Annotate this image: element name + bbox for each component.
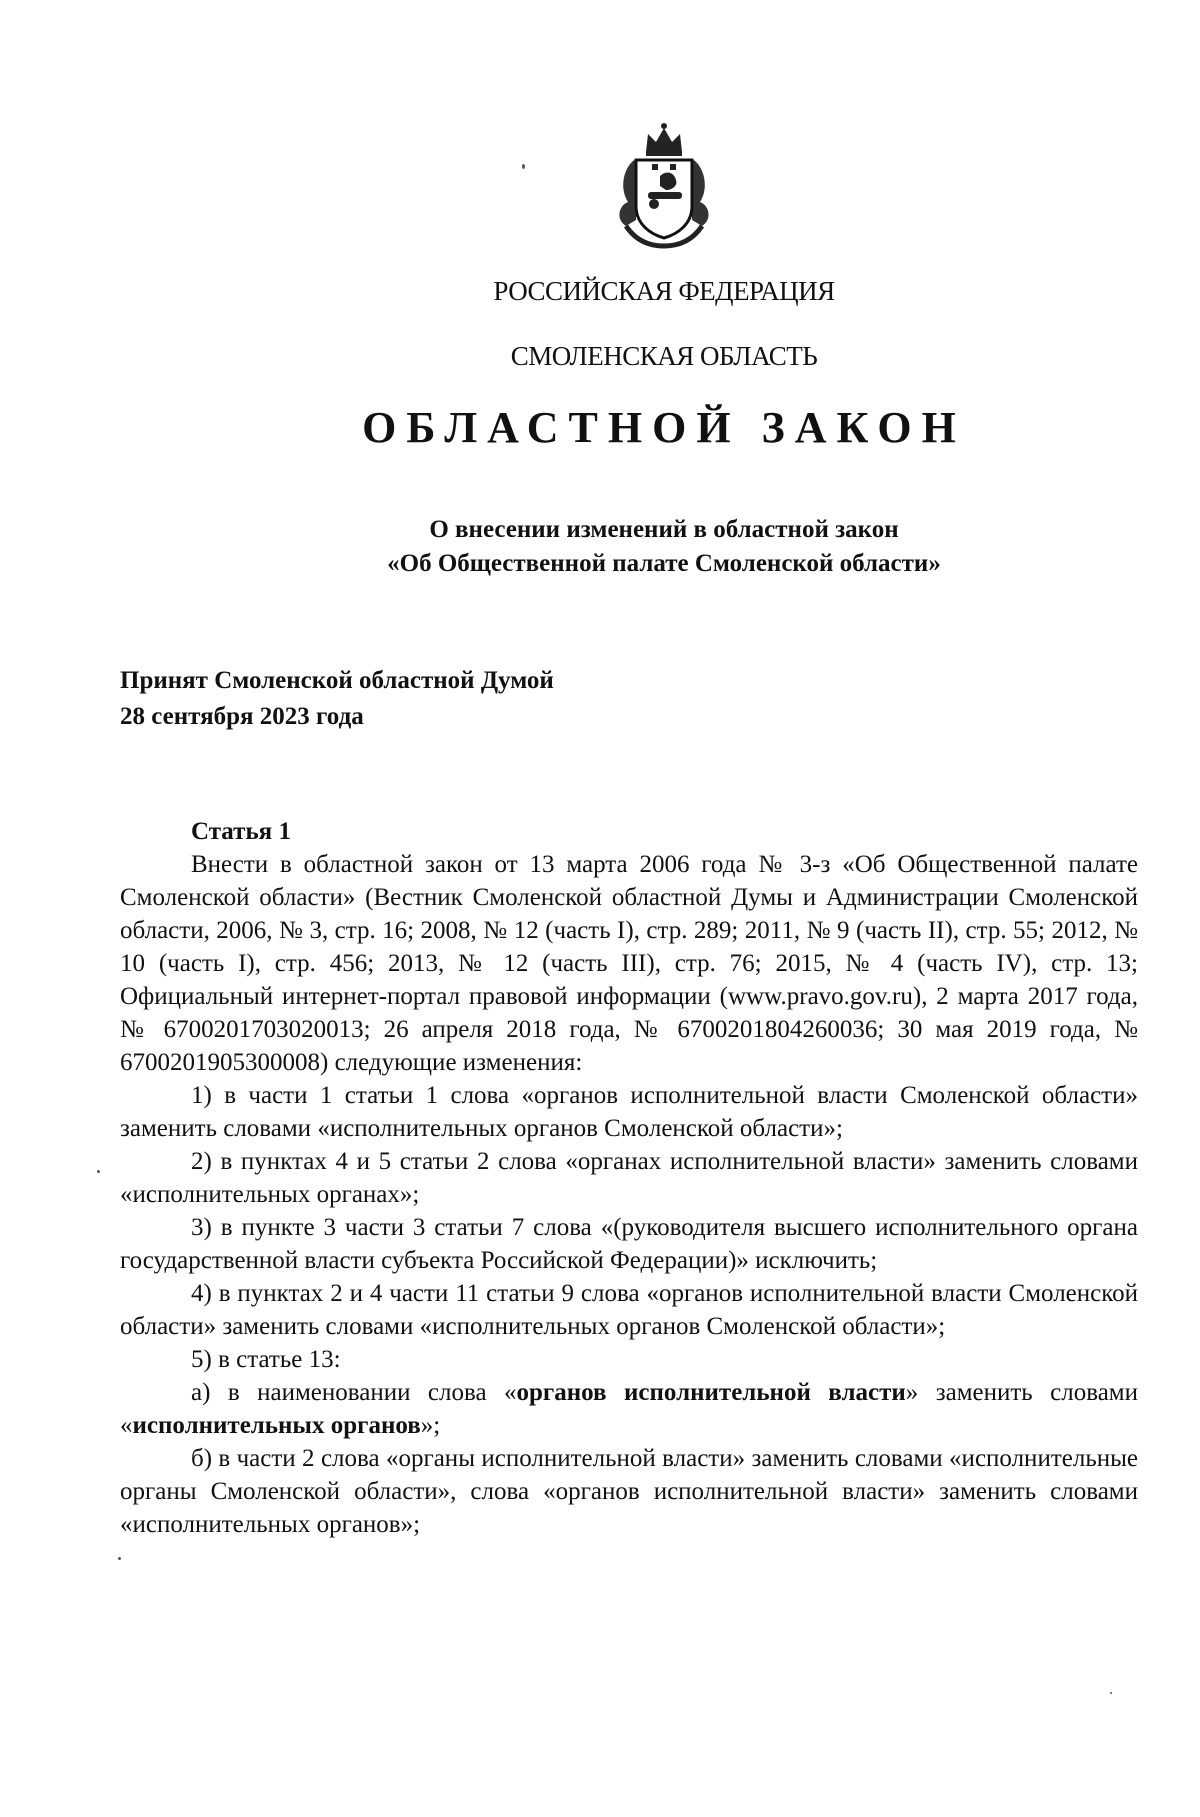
region-heading: СМОЛЕНСКАЯ ОБЛАСТЬ: [510, 341, 818, 371]
article-intro: Внести в областной закон от 13 марта 2006 года № 3-з «Об Общественной палате Смоленской области» (Вестник Смоленской областной Думы и Администрации Смоленской области, 2006, № 3, стр. 16; 2008, № 12 (часть I), стр. 289; 2011, № 9 (часть II), стр. 55; 2012, № 10 (часть I), стр. 456; 2013, № 12 (часть III), стр. 76; 2015, № 4 (часть IV), стр. 13; Официальный интернет-портал правовой информации (www.pravo.gov.ru), 2 марта 2017 года, № 6700201703020013; 26 апреля 2018 года, № 6700201804260036; 30 мая 2019 года, № 6700201905300008) следующие изменения:: [120, 851, 1138, 1076]
amendment-item-5a: [120, 1376, 1138, 1442]
federation-heading: РОССИЙСКАЯ ФЕДЕРАЦИЯ: [493, 276, 835, 306]
adoption-note: [120, 663, 1138, 735]
adoption-date: 28 сентября 2023 года: [120, 703, 364, 730]
amendment-item-1: 1) в части 1 статьи 1 слова «органов исполнительной власти Смоленской области» заменить словами «исполнительных органов Смоленской области»;: [120, 1082, 1138, 1142]
smolensk-coat-of-arms-icon: [604, 120, 724, 250]
law-subject: [155, 513, 1173, 581]
amendment-item-3: 3) в пункте 3 части 3 статьи 7 слова «(руководителя высшего исполнительного органа государственной власти субъекта Российской Федерации)» исключить;: [120, 1214, 1138, 1274]
item-5a-bold-old: органов исполнительной власти: [516, 1379, 906, 1406]
subject-line-2: «Об Общественной палате Смоленской области»: [387, 550, 941, 577]
scan-speck: [118, 1557, 121, 1560]
item-5a-text-end: »;: [420, 1412, 441, 1439]
scan-speck: [522, 164, 525, 169]
item-5a-text-start: а) в наименовании слова «: [191, 1379, 517, 1406]
document-type-title: ОБЛАСТНОЙ ЗАКОН: [362, 403, 966, 452]
document-page: [0, 120, 1200, 1817]
amendment-item-5: 5) в статье 13:: [191, 1346, 341, 1373]
subject-line-1: О внесении изменений в областной закон: [429, 516, 899, 543]
amendment-item-5b: б) в части 2 слова «органы исполнительной власти» заменить словами «исполнительные органы Смоленской области», слова «органов исполнительной власти» заменить словами «исполнительных органов»;: [120, 1445, 1138, 1538]
amendment-item-4: 4) в пунктах 2 и 4 части 11 статьи 9 слова «органов исполнительной власти Смоленской области» заменить словами «исполнительных органов Смоленской области»;: [120, 1280, 1138, 1340]
scan-speck: [1110, 1692, 1112, 1694]
adopted-by: Принят Смоленской областной Думой: [120, 667, 554, 694]
article-title: Статья 1: [191, 818, 291, 845]
item-5a-text-mid: » заменить словами «: [120, 1379, 1138, 1439]
scan-speck: [97, 1170, 100, 1173]
amendment-item-2: 2) в пунктах 4 и 5 статьи 2 слова «органах исполнительной власти» заменить словами «исполнительных органах»;: [120, 1148, 1138, 1208]
item-5a-bold-new: исполнительных органов: [132, 1412, 421, 1439]
